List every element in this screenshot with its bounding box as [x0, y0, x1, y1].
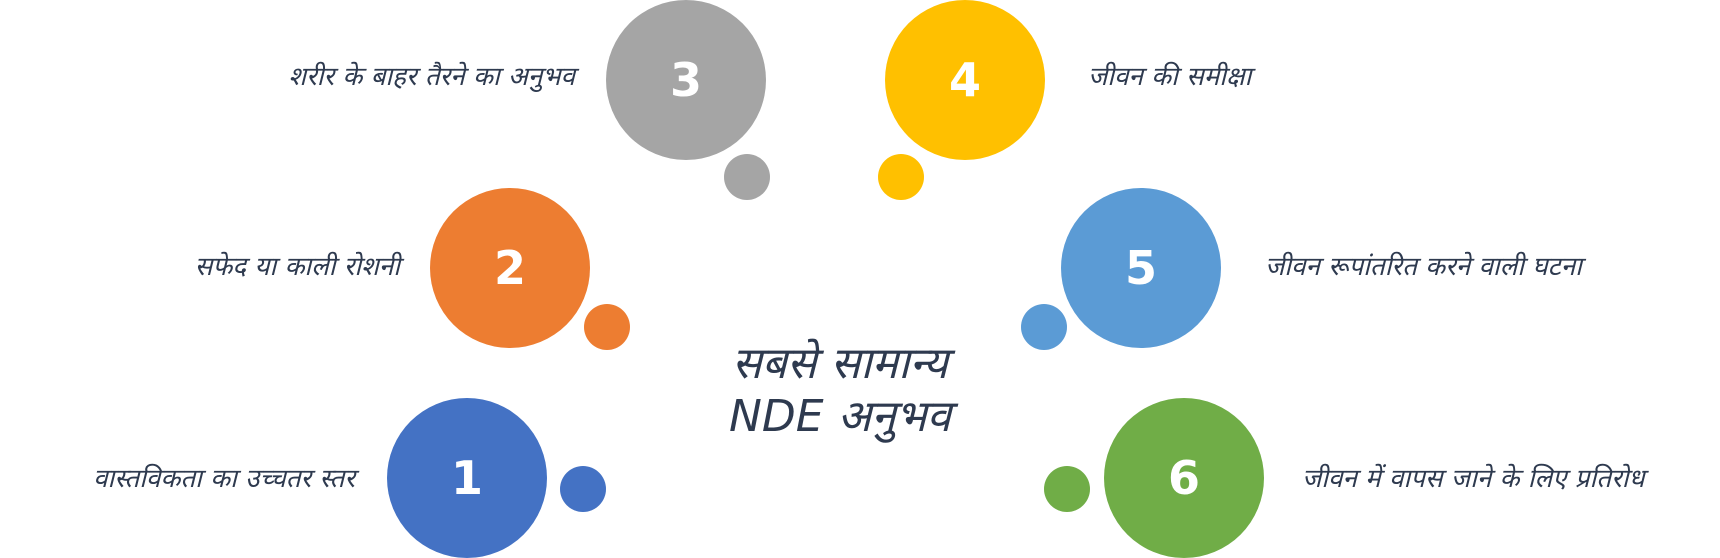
number-5: 5 — [1124, 241, 1157, 295]
bubble-dot-1 — [560, 466, 606, 512]
bubble-dot-6 — [1044, 466, 1090, 512]
item-label-1: वास्तविकता का उच्चतर स्तर — [93, 464, 355, 494]
number-circle-4 — [885, 0, 1045, 160]
center-title-anubhav: अनुभव — [837, 390, 952, 442]
item-label-4: जीवन की समीक्षा — [1088, 62, 1252, 92]
bubble-dot-4 — [878, 154, 924, 200]
item-label-3: शरीर के बाहर तैरने का अनुभव — [288, 62, 575, 92]
number-circle-2 — [430, 188, 590, 348]
center-title-nde: NDE — [728, 390, 824, 442]
number-circle-1 — [387, 398, 547, 558]
item-label-6: जीवन में वापस जाने के लिए प्रतिरोध — [1302, 464, 1645, 494]
number-1: 1 — [450, 451, 483, 505]
item-label-2: सफेद या काली रोशनी — [194, 252, 400, 282]
number-3: 3 — [669, 53, 702, 107]
number-circle-6 — [1104, 398, 1264, 558]
number-2: 2 — [493, 241, 526, 295]
center-title-line2 — [620, 391, 1060, 444]
bubble-dot-3 — [724, 154, 770, 200]
number-circle-5 — [1061, 188, 1221, 348]
center-title-line1: सबसे सामान्य — [732, 338, 948, 389]
number-circle-3 — [606, 0, 766, 160]
center-title — [620, 338, 1060, 444]
number-6: 6 — [1167, 451, 1200, 505]
item-label-5: जीवन रूपांतरित करने वाली घटना — [1265, 252, 1582, 282]
number-4: 4 — [948, 53, 981, 107]
